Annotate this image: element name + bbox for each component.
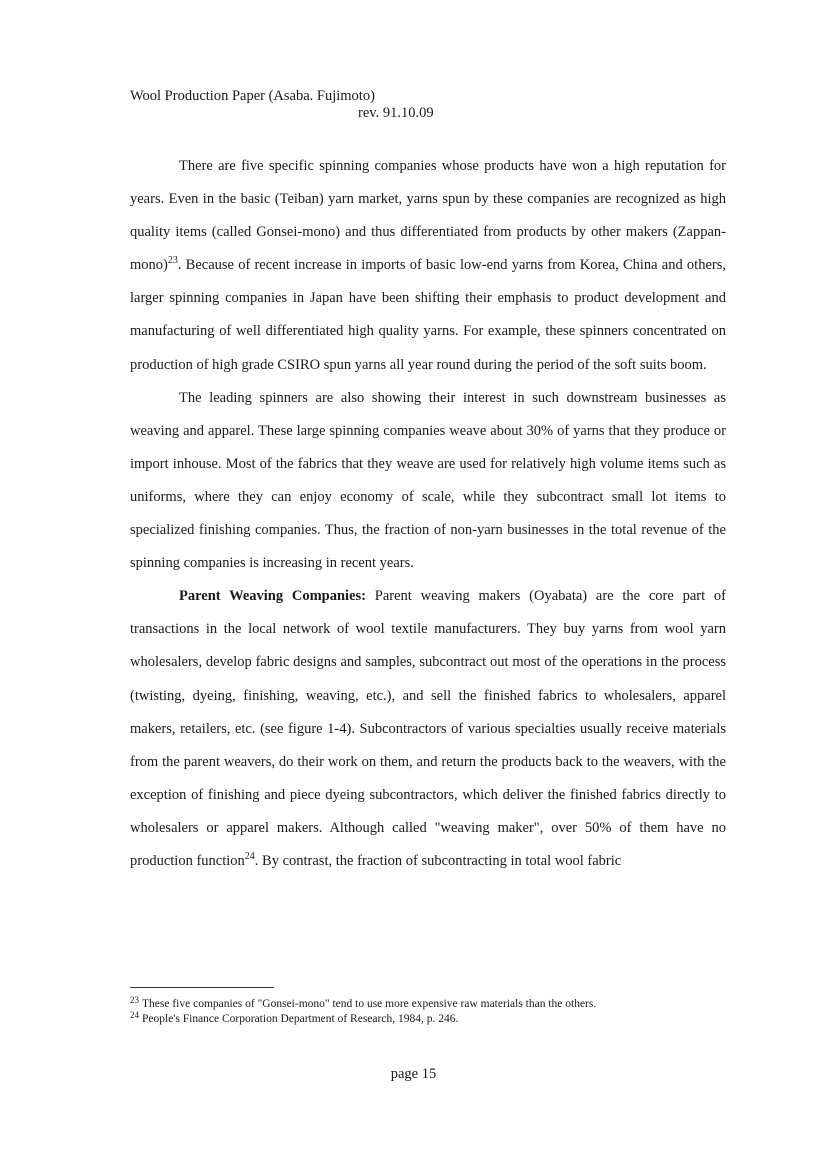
footnote	[130, 1012, 730, 1027]
footnote-ref-23: 23	[167, 255, 178, 267]
paragraph-1	[130, 150, 726, 382]
paragraph-3	[130, 580, 726, 878]
footnote-divider	[130, 987, 274, 988]
paragraph-3-text-a: Parent weaving makers (Oyabata) are the core part of transactions in the local network of wool textile manufacturers. They buy yarns from wool yarn wholesalers, develop fabric designs and samples, subcontract out most of the operations in the process (twisting, dyeing, finishing, weaving, etc.), and sell the finished fabrics to wholesalers, apparel makers, retailers, etc. (see figure 1-4). Subcontractors of various specialties usually receive materials from the parent weavers, do their work on them, and return the products back to the weavers, with the exception of finishing and piece dyeing subcontractors, which deliver the finished fabrics directly to wholesalers or apparel makers. Although called "weaving maker", over 50% of them have no production function	[130, 588, 726, 869]
section-lead-parent-weaving: Parent Weaving Companies:	[179, 588, 366, 605]
body-text	[130, 150, 726, 878]
footnote-text: People's Finance Corporation Department of Research, 1984, p. 246.	[142, 1013, 459, 1025]
paragraph-2: The leading spinners are also showing their interest in such downstream businesses as weaving and apparel. These large spinning companies weave about 30% of yarns that they produce or import inhouse. Most of the fabrics that they weave are used for relatively high volume items such as uniforms, where they can enjoy economy of scale, while they subcontract small lot items to specialized finishing companies. Thus, the fraction of non-yarn businesses in the total revenue of the spinning companies is increasing in recent years.	[130, 389, 726, 572]
footnote-number: 24	[130, 1010, 139, 1020]
paragraph-1-text-b: . Because of recent increase in imports of basic low-end yarns from Korea, China and others, larger spinning companies in Japan have been shifting their emphasis to product development and manufacturing of well differentiated high quality yarns. For example, these spinners concentrated on production of high grade CSIRO spun yarns all year round during the period of the soft suits boom.	[130, 257, 726, 373]
paragraph-1-text-a: There are five specific spinning companies whose products have won a high reputation for years. Even in the basic (Teiban) yarn market, yarns spun by these companies are recognized as high quality items (called Gonsei-mono) and thus differentiated from products by other makers (Zappan-mono)	[130, 158, 726, 274]
page-header	[130, 88, 730, 122]
header-title: Wool Production Paper (Asaba. Fujimoto)	[130, 88, 375, 104]
header-revision: rev. 91.10.09	[358, 105, 434, 121]
footnote-text: These five companies of "Gonsei-mono" tend to use more expensive raw materials than the others.	[142, 998, 597, 1010]
footnote-number: 23	[130, 995, 139, 1005]
paragraph-3-text-b: . By contrast, the fraction of subcontracting in total wool fabric	[254, 852, 622, 869]
footnotes	[130, 997, 730, 1027]
footnote-ref-24: 24	[244, 850, 255, 862]
footnote	[130, 997, 730, 1012]
page-number: page 15	[390, 1066, 437, 1082]
